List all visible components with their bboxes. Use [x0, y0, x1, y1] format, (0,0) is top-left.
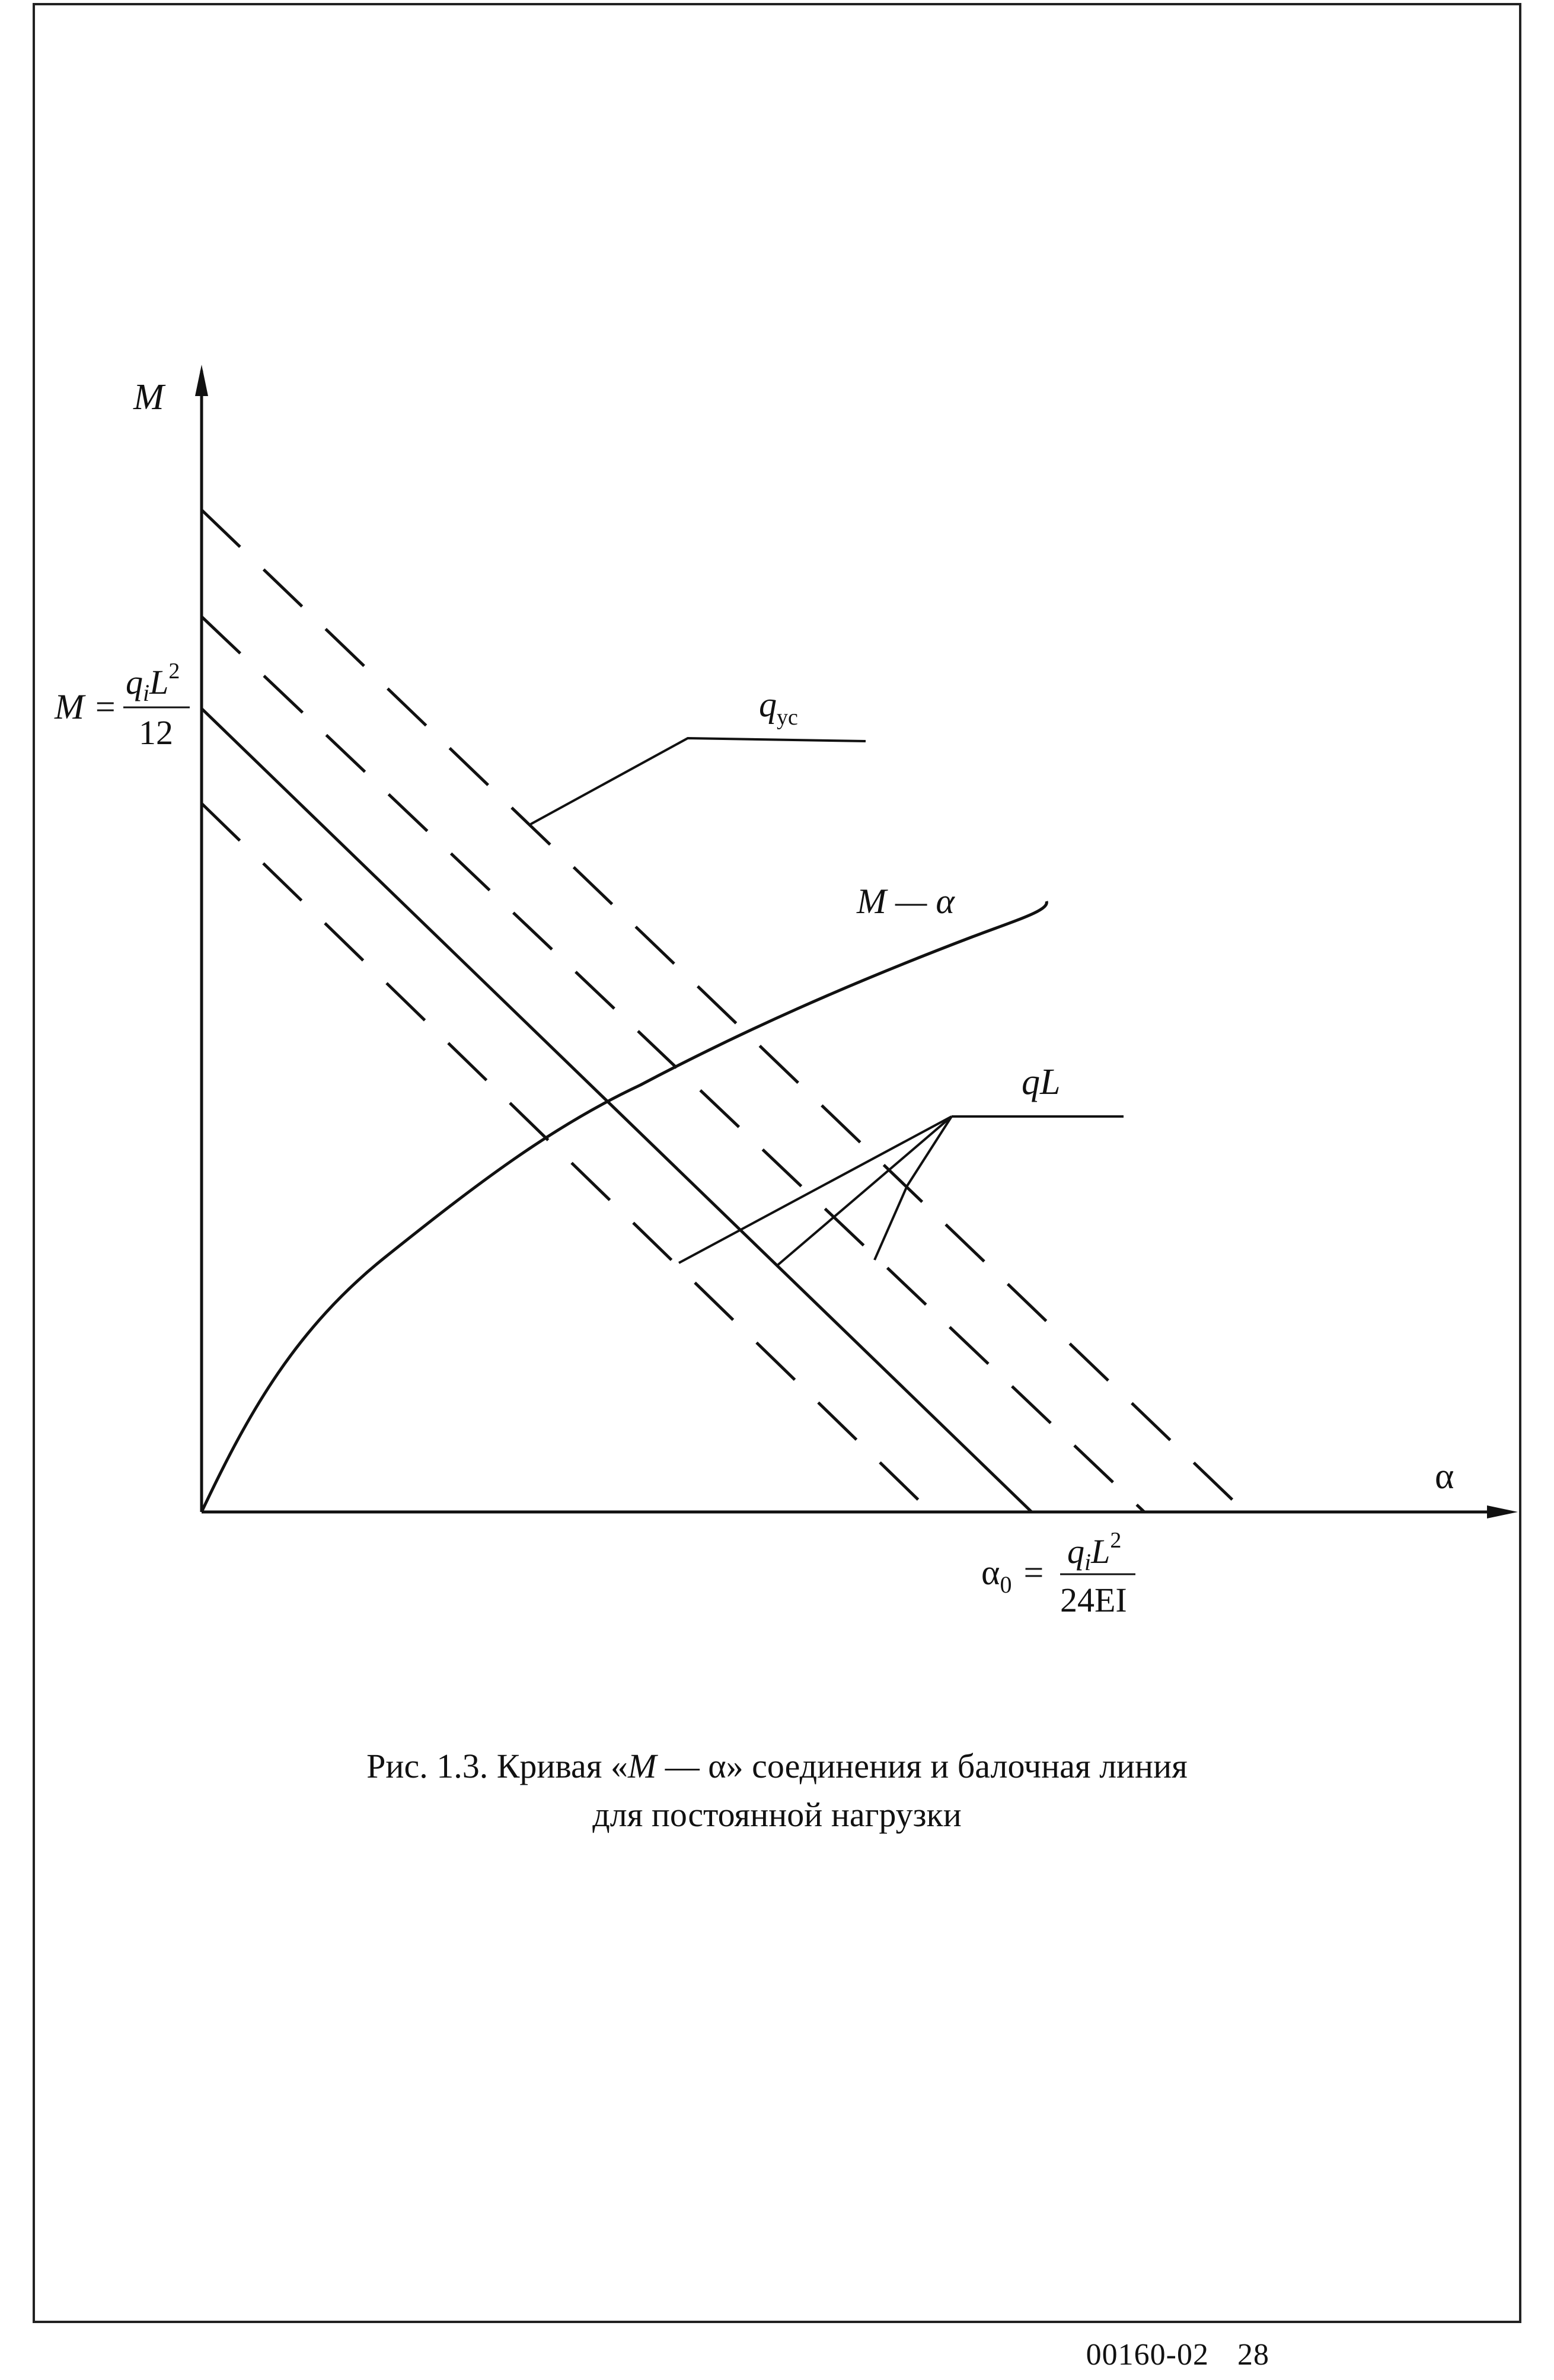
x-marker-numerator: $q_iL^2$: [1067, 1528, 1122, 1575]
figure-caption-line-2: для постоянной нагрузки: [592, 1795, 962, 1834]
x-axis-label: α: [1435, 1456, 1454, 1497]
x-marker-lhs: $\alpha_0$ =: [981, 1553, 1044, 1598]
page-number: 28: [1237, 2338, 1269, 2372]
dashed-beam-line-1: [202, 510, 1245, 1512]
y-axis-arrowhead: [195, 365, 208, 396]
figure-caption-line-1: Рис. 1.3. Кривая «M — α» соединения и балочная линия: [366, 1747, 1188, 1785]
qyc-leader-line: [531, 738, 866, 824]
m-alpha-curve: [202, 901, 1046, 1512]
dashed-beam-line-3: [202, 803, 931, 1512]
x-marker-denominator: 24EI: [1060, 1581, 1127, 1619]
y-marker-lhs: M =: [55, 687, 117, 726]
y-axis-label: M: [133, 377, 164, 417]
page-footer: [1086, 2337, 1269, 2372]
ql-label: qL: [1022, 1062, 1061, 1102]
document-code: 00160-02: [1086, 2338, 1209, 2372]
curve-label: M — α: [857, 882, 955, 921]
y-marker-numerator: $q_iL^2$: [126, 659, 180, 706]
solid-beam-line: [202, 709, 1032, 1512]
ql-leader-branch-2: [777, 1116, 952, 1266]
dashed-beam-line-2: [202, 617, 1144, 1512]
y-marker-denominator: 12: [139, 713, 173, 752]
x-axis-arrowhead: [1487, 1505, 1518, 1518]
qyc-label: $q_{ус}$: [759, 685, 798, 730]
